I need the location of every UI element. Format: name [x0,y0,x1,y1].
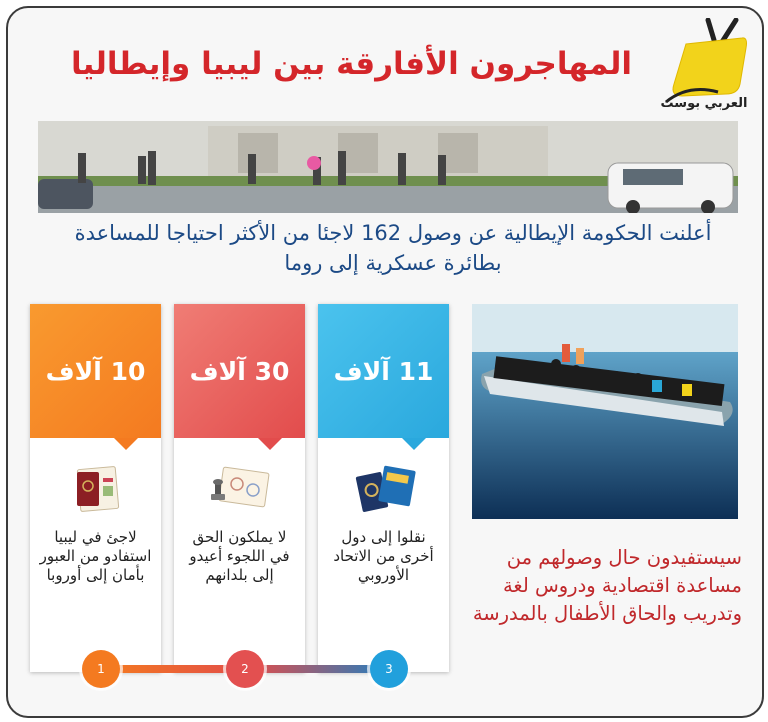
benefits-text: سيستفيدون حال وصولهم من مساعدة اقتصادية ودروس لغة وتدريب والحاق الأطفال بالمدرسة [472,546,742,625]
logo-text: العربي بوست [660,96,748,111]
infographic-frame [6,6,764,718]
step-marker-2: 2 [226,650,264,688]
stat-card-header [174,304,305,438]
passport-stamp-icon [207,464,273,514]
migrant-boat-photo [472,304,738,519]
stat-description: لا يملكون الحق في اللجوء أعيدو إلى بلدانهم [189,528,290,584]
street-photo [38,121,738,213]
stat-card-header [318,304,449,438]
passport-visa-icon [351,464,417,514]
stat-description: نقلوا إلى دول أخرى من الاتحاد الأوروبي [333,528,434,584]
stat-value: 11 آلاف [333,356,434,386]
stat-description: لاجئ في ليبيا استفادو من العبور بأمان إلى أوروبا [39,528,152,584]
stat-card-safe-passage [30,304,161,672]
stat-card-header [30,304,161,438]
passports-icon [63,464,129,514]
subtitle-announcement: أعلنت الحكومة الإيطالية عن وصول 162 لاجئا من الأكثر احتياجا للمساعدة بطائرة عسكرية إلى روما [74,221,712,275]
stat-card-returned [174,304,305,672]
stat-card-transferred [318,304,449,672]
step-marker-3: 3 [370,650,408,688]
step-marker-1: 1 [82,650,120,688]
stat-value: 10 آلاف [45,356,146,386]
page-title: المهاجرون الأفارقة بين ليبيا وإيطاليا [70,46,632,82]
stat-value: 30 آلاف [189,356,290,386]
